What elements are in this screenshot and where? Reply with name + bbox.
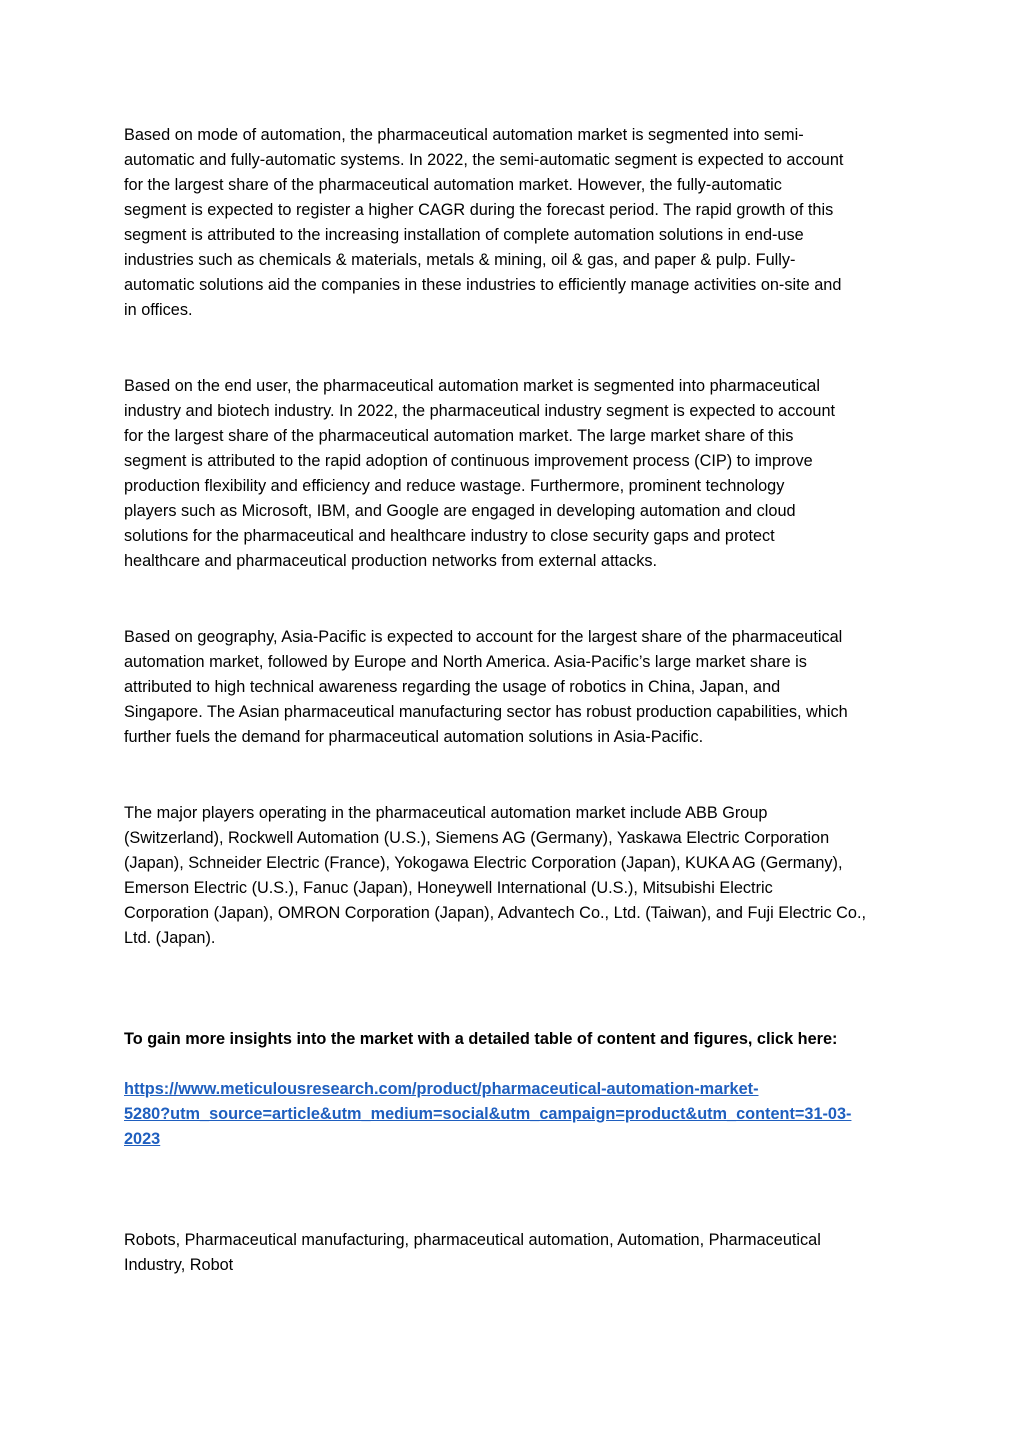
cta-block xyxy=(124,1002,904,1177)
paragraph-mode-of-automation: Based on mode of automation, the pharmaceutical automation market is segmented into semi- automatic and fully-automatic systems. In 2022, the semi-automatic segment is expected to account for the largest share of the pharmaceutical automation market. However, the fully-automatic segment is expected to register a higher CAGR during the forecast period. The rapid growth of this segment is attributed to the increasing installation of complete automation solutions in end-use industries such as chemicals & materials, metals & mining, oil & gas, and paper & pulp. Fully- automatic solutions aid the companies in these industries to efficiently manage activities on-site and in offices. xyxy=(124,126,844,319)
cta-lead-text: To gain more insights into the market with a detailed table of content and figures, click here: xyxy=(124,1030,838,1048)
paragraph-geography: Based on geography, Asia-Pacific is expected to account for the largest share of the pharmaceutical automation market, followed by Europe and North America. Asia-Pacific’s large market share is attributed to high technical awareness regarding the usage of robotics in China, Japan, and Singapore. The Asian pharmaceutical manufacturing sector has robust production capabilities, which further fuels the demand for pharmaceutical automation solutions in Asia-Pacific. xyxy=(124,628,848,746)
paragraph-major-players: The major players operating in the pharmaceutical automation market include ABB Group (Switzerland), Rockwell Automation (U.S.), Siemens AG (Germany), Yaskawa Electric Corporation (Japan), Schneider Electric (France), Yokogawa Electric Corporation (Japan), KUKA AG (Germany), Emerson Electric (U.S.), Fanuc (Japan), Honeywell International (U.S.), Mitsubishi Electric Corporation (Japan), OMRON Corporation (Japan), Advantech Co., Ltd. (Taiwan), and Fuji Electric Co., Ltd. (Japan). xyxy=(124,804,867,947)
keywords-line: Robots, Pharmaceutical manufacturing, pharmaceutical automation, Automation, Pharmaceutical Industry, Robot xyxy=(124,1231,821,1274)
report-link[interactable]: https://www.meticulousresearch.com/product/pharmaceutical-automation-market- 5280?utm_source=article&utm_medium=social&utm_campaign=product&utm_content=31-03- 2023 xyxy=(124,1080,852,1148)
document-body xyxy=(124,123,904,1329)
paragraph-end-user: Based on the end user, the pharmaceutical automation market is segmented into pharmaceutical industry and biotech industry. In 2022, the pharmaceutical industry segment is expected to account for the largest share of the pharmaceutical automation market. The large market share of this segment is attributed to the rapid adoption of continuous improvement process (CIP) to improve production flexibility and efficiency and reduce wastage. Furthermore, prominent technology players such as Microsoft, IBM, and Google are engaged in developing automation and cloud solutions for the pharmaceutical and healthcare industry to close security gaps and protect healthcare and pharmaceutical production networks from external attacks. xyxy=(124,377,836,570)
